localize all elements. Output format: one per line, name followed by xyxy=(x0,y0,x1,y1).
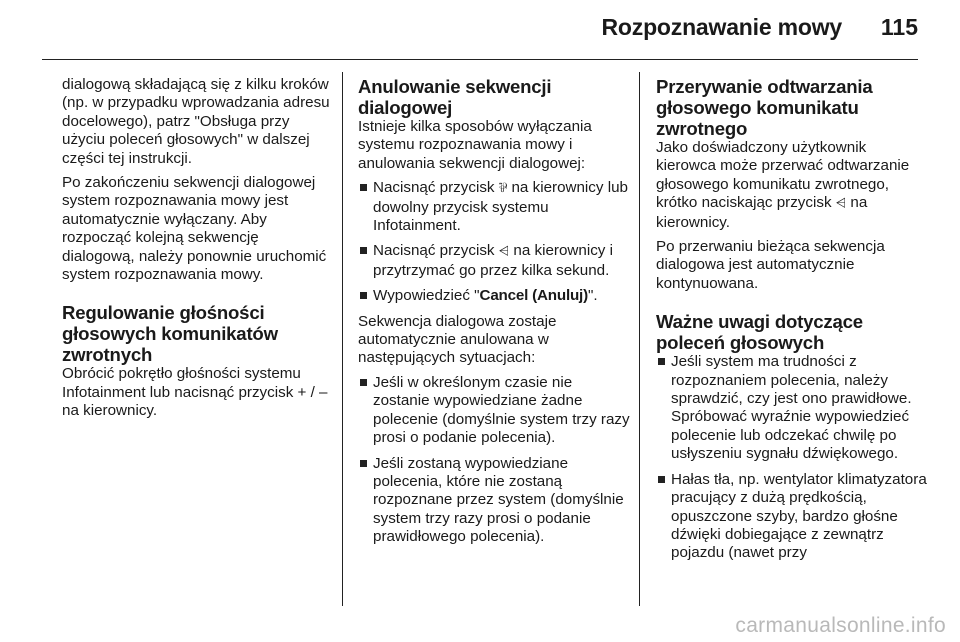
hang-up-icon: ⅌ xyxy=(498,181,508,197)
watermark: carmanualsonline.info xyxy=(735,614,946,637)
list-item: Jeśli zostaną wypowiedziane polecenia, które nie zostaną rozpoznane przez system (domyślnie system trzy razy prosi o podanie prawidłowego polecenia). xyxy=(358,455,630,547)
auto-cancel-list xyxy=(358,374,630,547)
column-1 xyxy=(62,76,332,427)
column-3 xyxy=(656,76,928,570)
paragraph: Obrócić pokrętło głośności systemu Infotainment lub nacisnąć przycisk + / – na kierownicy. xyxy=(62,365,328,420)
paragraph: Po zakończeniu sekwencji dialogowej system rozpoznawania mowy jest automatycznie wyłączany. Aby rozpocząć kolejną sekwencję dialogową, należy ponownie uruchomić system rozpoznawania mowy. xyxy=(62,174,327,284)
voice-command-icon: ⩤ xyxy=(835,196,847,212)
section-heading-interrupt: Przerywanie odtwarzania głosowego komunikatu zwrotnego xyxy=(656,76,873,139)
list-item: Nacisnąć przycisk ⅌ na kierownicy lub dowolny przycisk systemu Infotainment. xyxy=(358,179,630,235)
column-divider-2 xyxy=(639,72,640,606)
bullet-icon xyxy=(360,460,367,467)
page-header xyxy=(0,0,960,58)
paragraph: Istnieje kilka sposobów wyłączania systemu rozpoznawania mowy i anulowania sekwencji dialogowej: xyxy=(358,118,592,172)
paragraph: Jako doświadczony użytkownik kierowca może przerwać odtwarzanie głosowego komunikatu zwrotnego, krótko naciskając przycisk ⩤ na kierownicy. xyxy=(656,139,910,231)
section-heading-volume: Regulowanie głośności głosowych komunikatów zwrotnych xyxy=(62,302,278,366)
paragraph: Po przerwaniu bieżąca sekwencja dialogowa jest automatycznie kontynuowana. xyxy=(656,238,885,292)
section-heading-notes: Ważne uwagi dotyczące poleceń głosowych xyxy=(656,311,863,354)
voice-keyword: Cancel (Anuluj) xyxy=(479,287,588,305)
header-divider xyxy=(42,59,918,60)
section-heading-cancel: Anulowanie sekwencji dialogowej xyxy=(358,76,552,118)
paragraph: dialogową składającą się z kilku kroków (np. w przypadku wprowadzania adresu docelowego), patrz "Obsługa przy użyciu poleceń głosowych" w dalszej części tej instrukcji. xyxy=(62,76,330,167)
cancel-methods-list xyxy=(358,179,630,305)
list-item: Hałas tła, np. wentylator klimatyzatora pracujący z dużą prędkością, opuszczone szyby, bardzo głośne dźwięki dobiegające z zewnątrz pojazdu (nawet przy xyxy=(656,471,928,563)
bullet-icon xyxy=(360,247,367,254)
list-item: Jeśli w określonym czasie nie zostanie wypowiedziane żadne polecenie (domyślnie system trzy razy prosi o podanie polecenia). xyxy=(358,374,630,448)
list-item: Jeśli system ma trudności z rozpoznaniem polecenia, należy sprawdzić, czy jest ono prawidłowe. Spróbować wyraźnie wypowiedzieć polecenie lub odczekać chwilę po usłyszeniu sygnału dźwiękowego. xyxy=(656,353,928,463)
bullet-icon xyxy=(360,184,367,191)
bullet-icon xyxy=(360,292,367,299)
page-title: Rozpoznawanie mowy xyxy=(601,14,842,40)
paragraph: Sekwencja dialogowa zostaje automatycznie anulowana w następujących sytuacjach: xyxy=(358,312,557,367)
column-divider-1 xyxy=(342,72,343,606)
list-item: Nacisnąć przycisk ⩤ na kierownicy i przytrzymać go przez kilka sekund. xyxy=(358,242,630,280)
voice-command-icon: ⩤ xyxy=(498,244,510,260)
column-2 xyxy=(358,76,630,554)
bullet-icon xyxy=(658,358,665,365)
bullet-icon xyxy=(658,476,665,483)
page-number: 115 xyxy=(880,14,918,40)
list-item: Wypowiedzieć "Cancel (Anuluj)". xyxy=(358,287,630,305)
bullet-icon xyxy=(360,379,367,386)
notes-list xyxy=(656,353,928,562)
